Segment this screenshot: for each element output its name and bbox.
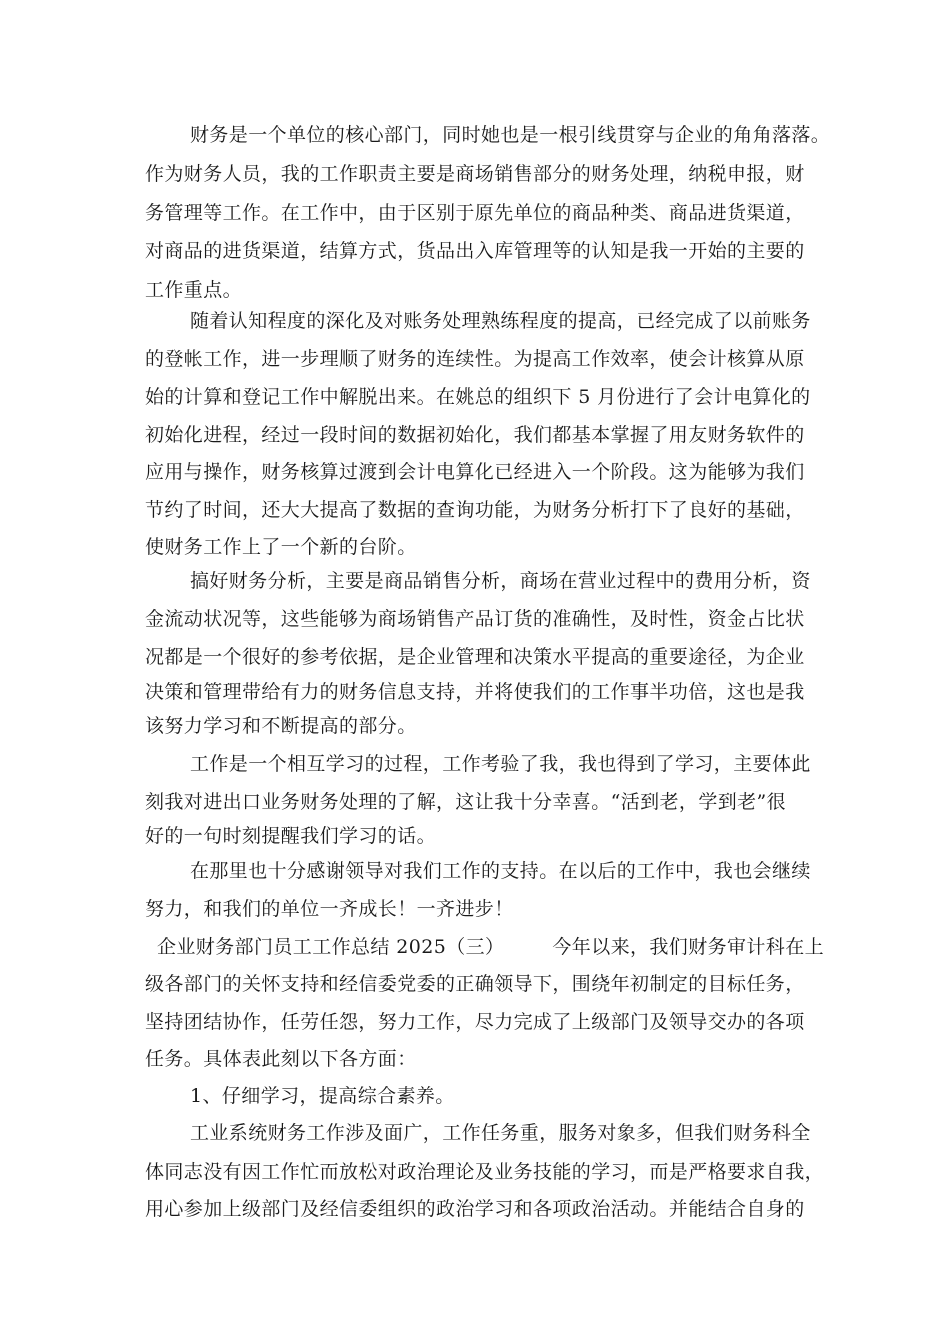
paragraph-line: 任务。具体表此刻以下各方面： — [145, 1048, 417, 1070]
paragraph-line: 级各部门的关怀支持和经信委党委的正确领导下，围绕年初制定的目标任务， — [145, 973, 805, 995]
paragraph-line: 作为财务人员，我的工作职责主要是商场销售部分的财务处理，纳税申报，财 — [145, 163, 805, 185]
paragraph-line: 的登帐工作，进一步理顺了财务的连续性。为提高工作效率，使会计核算从原 — [145, 348, 805, 370]
paragraph-line: 况都是一个很好的参考依据，是企业管理和决策水平提高的重要途径，为企业 — [145, 646, 805, 668]
paragraph-line: 好的一句时刻提醒我们学习的话。 — [145, 825, 437, 847]
paragraph-line: 初始化进程，经过一段时间的数据初始化，我们都基本掌握了用友财务软件的 — [145, 424, 805, 446]
paragraph-line: 务管理等工作。在工作中，由于区别于原先单位的商品种类、商品进货渠道， — [145, 202, 805, 224]
paragraph-line: 搞好财务分析，主要是商品销售分析，商场在营业过程中的费用分析，资 — [190, 570, 811, 592]
paragraph-line: 应用与操作，财务核算过渡到会计电算化已经进入一个阶段。这为能够为我们 — [145, 461, 805, 483]
paragraph-line: 随着认知程度的深化及对账务处理熟练程度的提高，已经完成了以前账务 — [190, 310, 811, 332]
paragraph-line: 财务是一个单位的核心部门，同时她也是一根引线贯穿与企业的角角落落。 — [190, 124, 831, 146]
section-heading: 企业财务部门员工工作总结 2025（三） — [157, 936, 505, 958]
paragraph-line: 决策和管理带给有力的财务信息支持，并将使我们的工作事半功倍，这也是我 — [145, 681, 805, 703]
paragraph-line: 金流动状况等，这些能够为商场销售产品订货的准确性，及时性，资金占比状 — [145, 608, 805, 630]
paragraph-line: 坚持团结协作，任劳任怨，努力工作，尽力完成了上级部门及领导交办的各项 — [145, 1011, 805, 1033]
paragraph-line: 刻我对进出口业务财务处理的了解，这让我十分幸喜。“活到老，学到老”很 — [145, 791, 787, 813]
paragraph-text: 今年以来，我们财务审计科在上 — [552, 936, 825, 958]
paragraph-line: 体同志没有因工作忙而放松对政治理论及业务技能的学习，而是严格要求自我， — [145, 1161, 825, 1183]
paragraph-line: 对商品的进货渠道，结算方式，货品出入库管理等的认知是我一开始的主要的 — [145, 240, 805, 262]
paragraph-line: 使财务工作上了一个新的台阶。 — [145, 536, 417, 558]
paragraph-line: 在那里也十分感谢领导对我们工作的支持。在以后的工作中，我也会继续 — [190, 860, 811, 882]
paragraph-line: 用心参加上级部门及经信委组织的政治学习和各项政治活动。并能结合自身的 — [145, 1198, 805, 1220]
paragraph-line: 工作重点。 — [145, 279, 243, 301]
paragraph-line: 努力，和我们的单位一齐成长！一齐进步！ — [145, 898, 514, 920]
paragraph-line: 工业系统财务工作涉及面广，工作任务重，服务对象多，但我们财务科全 — [190, 1122, 811, 1144]
paragraph-line: 始的计算和登记工作中解脱出来。在姚总的组织下 5 月份进行了会计电算化的 — [145, 386, 811, 408]
paragraph-line: 该努力学习和不断提高的部分。 — [145, 715, 417, 737]
list-item-line: 1、仔细学习，提高综合素养。 — [190, 1085, 455, 1107]
paragraph-line: 节约了时间，还大大提高了数据的查询功能，为财务分析打下了良好的基础， — [145, 499, 805, 521]
paragraph-line: 工作是一个相互学习的过程，工作考验了我，我也得到了学习，主要体此 — [190, 753, 811, 775]
section-heading-line — [157, 928, 824, 966]
